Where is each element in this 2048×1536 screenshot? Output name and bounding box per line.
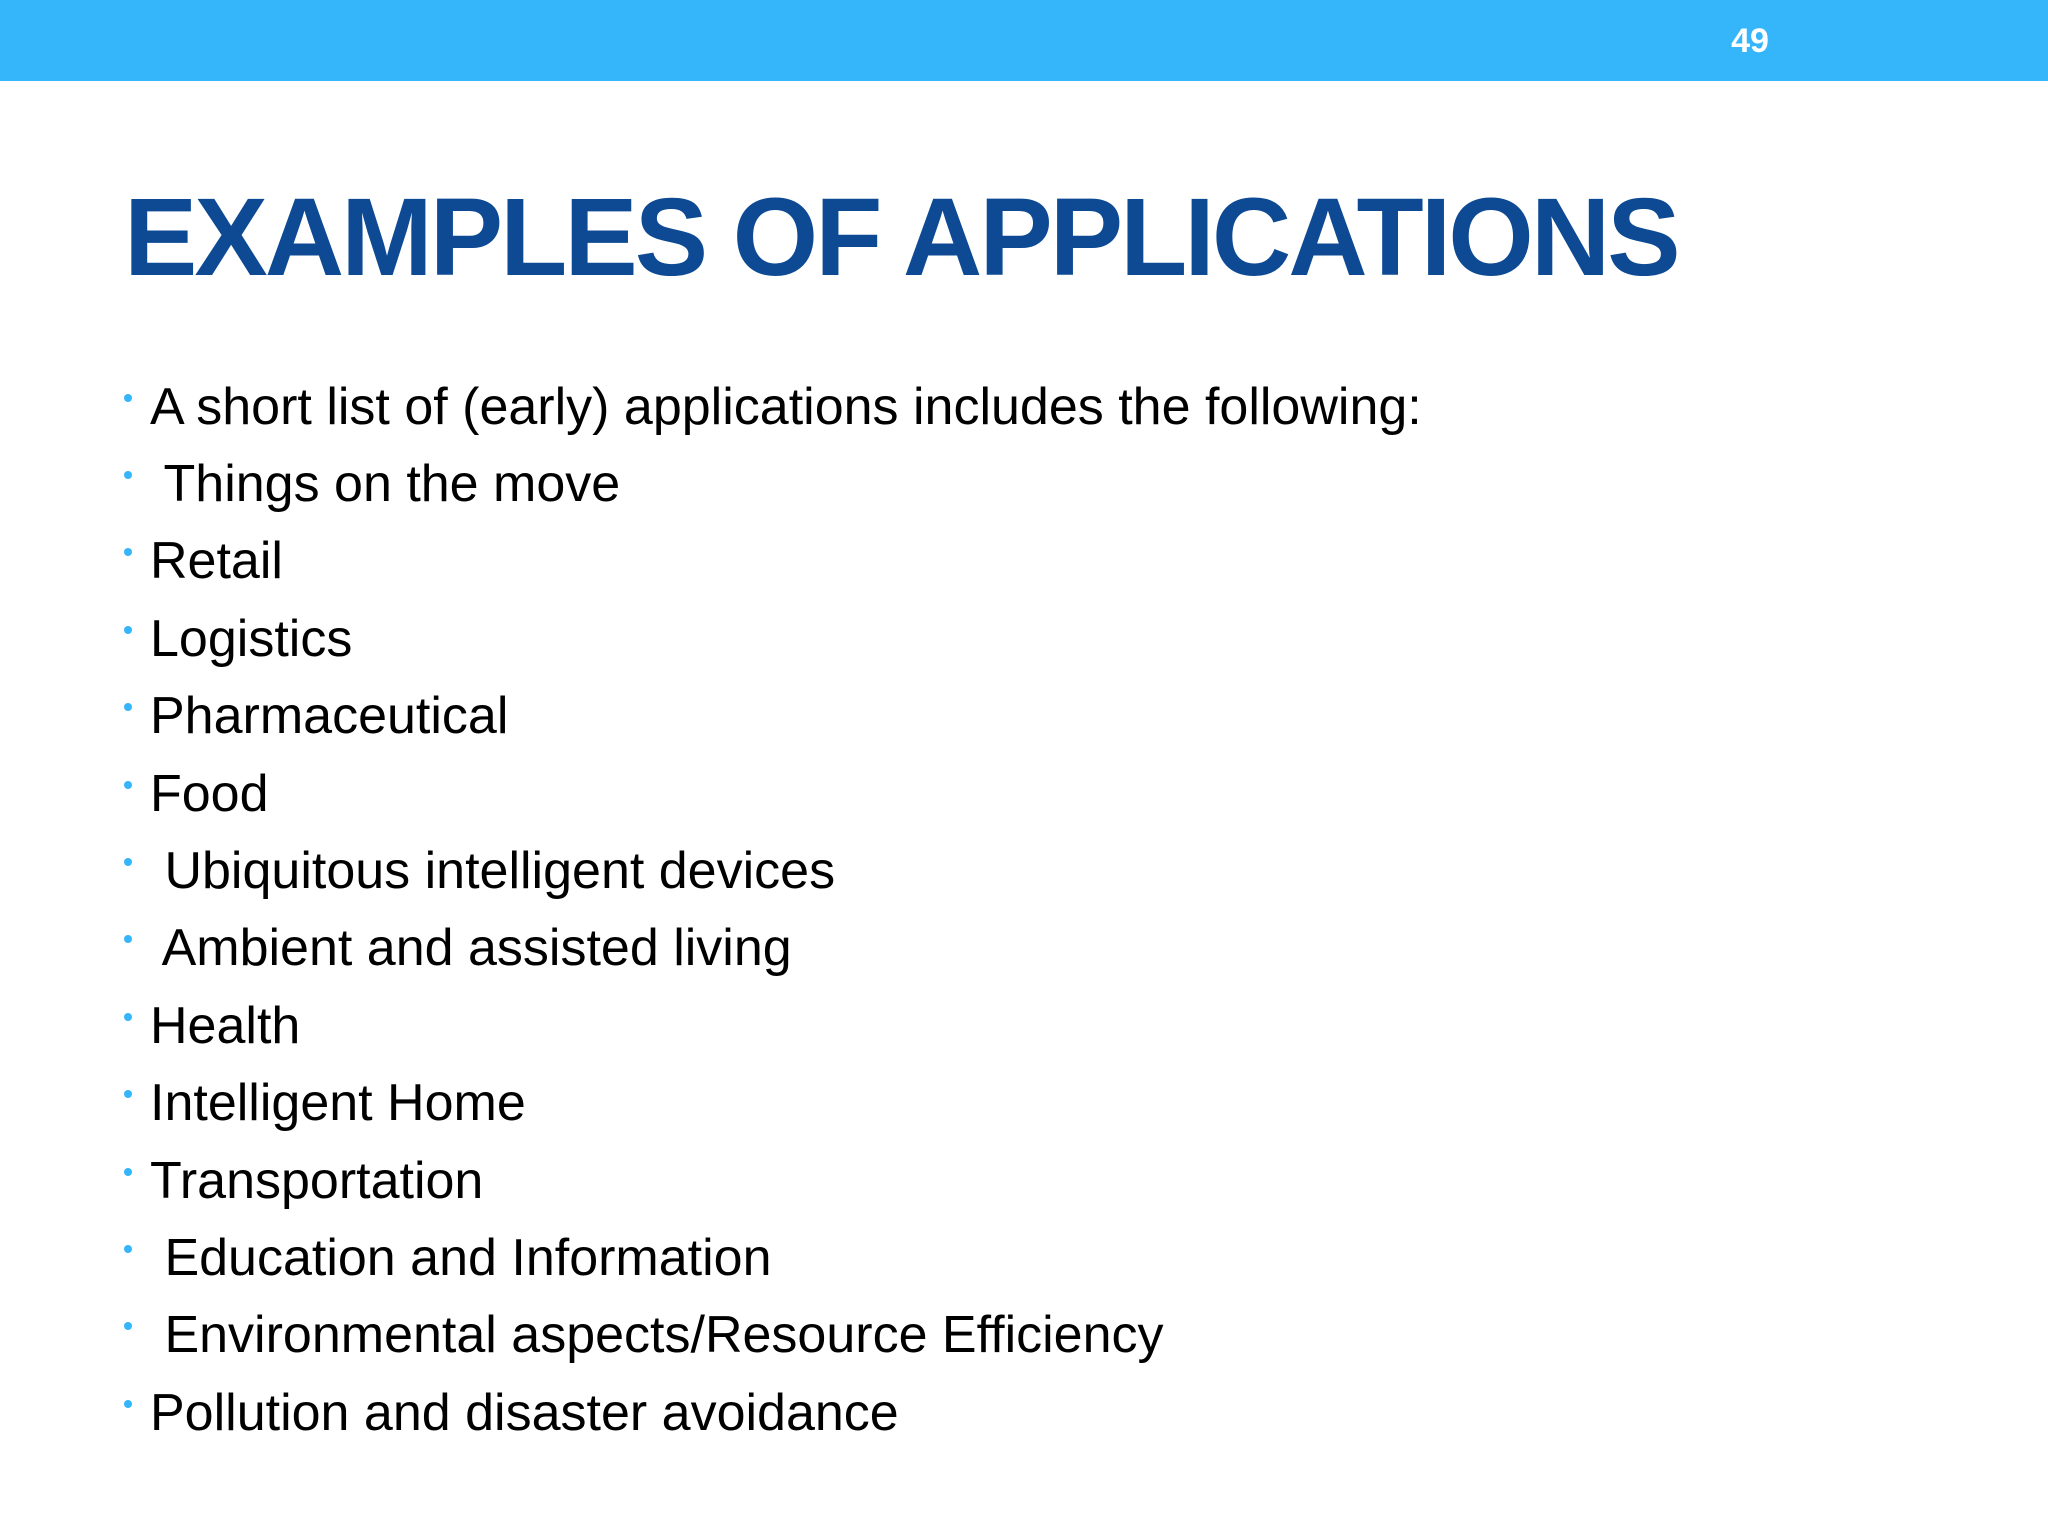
bullet-text: Logistics — [150, 609, 353, 668]
bullet-dot-icon — [124, 548, 132, 556]
bullet-item — [124, 755, 1422, 832]
bullet-item — [124, 832, 1422, 909]
bullet-dot-icon — [124, 471, 132, 479]
bullet-item — [124, 678, 1422, 755]
bullet-dot-icon — [124, 626, 132, 634]
bullet-dot-icon — [124, 1400, 132, 1408]
bullet-text: Retail — [150, 532, 283, 591]
bullet-item — [124, 600, 1422, 677]
slide-title: EXAMPLES OF APPLICATIONS — [124, 176, 1678, 299]
bullet-item — [124, 523, 1422, 600]
bullet-dot-icon — [124, 1013, 132, 1021]
bullet-dot-icon — [124, 858, 132, 866]
bullet-text: Environmental aspects/Resource Efficiency — [150, 1306, 1164, 1365]
bullet-dot-icon — [124, 703, 132, 711]
page-number: 49 — [1731, 22, 1769, 60]
bullet-text: Transportation — [150, 1151, 484, 1210]
bullet-dot-icon — [124, 394, 132, 402]
bullet-text: Food — [150, 764, 269, 823]
bullet-list — [124, 368, 1422, 1451]
bullet-dot-icon — [124, 935, 132, 943]
bullet-text: Pharmaceutical — [150, 687, 509, 746]
bullet-dot-icon — [124, 1090, 132, 1098]
bullet-text: Things on the move — [150, 455, 621, 514]
bullet-text: Health — [150, 996, 301, 1055]
bullet-dot-icon — [124, 1168, 132, 1176]
bullet-text: Pollution and disaster avoidance — [150, 1383, 899, 1442]
bullet-text: Intelligent Home — [150, 1074, 526, 1133]
bullet-item — [124, 368, 1422, 445]
header-bar — [0, 0, 2048, 81]
bullet-text: Ubiquitous intelligent devices — [150, 842, 836, 901]
bullet-text: Ambient and assisted living — [150, 919, 792, 978]
bullet-dot-icon — [124, 1322, 132, 1330]
bullet-dot-icon — [124, 1245, 132, 1253]
bullet-item — [124, 1374, 1422, 1451]
bullet-text: Education and Information — [150, 1228, 772, 1287]
bullet-item — [124, 1142, 1422, 1219]
bullet-item — [124, 987, 1422, 1064]
bullet-item — [124, 1065, 1422, 1142]
bullet-text: A short list of (early) applications includes the following: — [150, 377, 1422, 436]
bullet-item — [124, 1219, 1422, 1296]
bullet-item — [124, 910, 1422, 987]
bullet-item — [124, 445, 1422, 522]
bullet-item — [124, 1297, 1422, 1374]
bullet-dot-icon — [124, 781, 132, 789]
